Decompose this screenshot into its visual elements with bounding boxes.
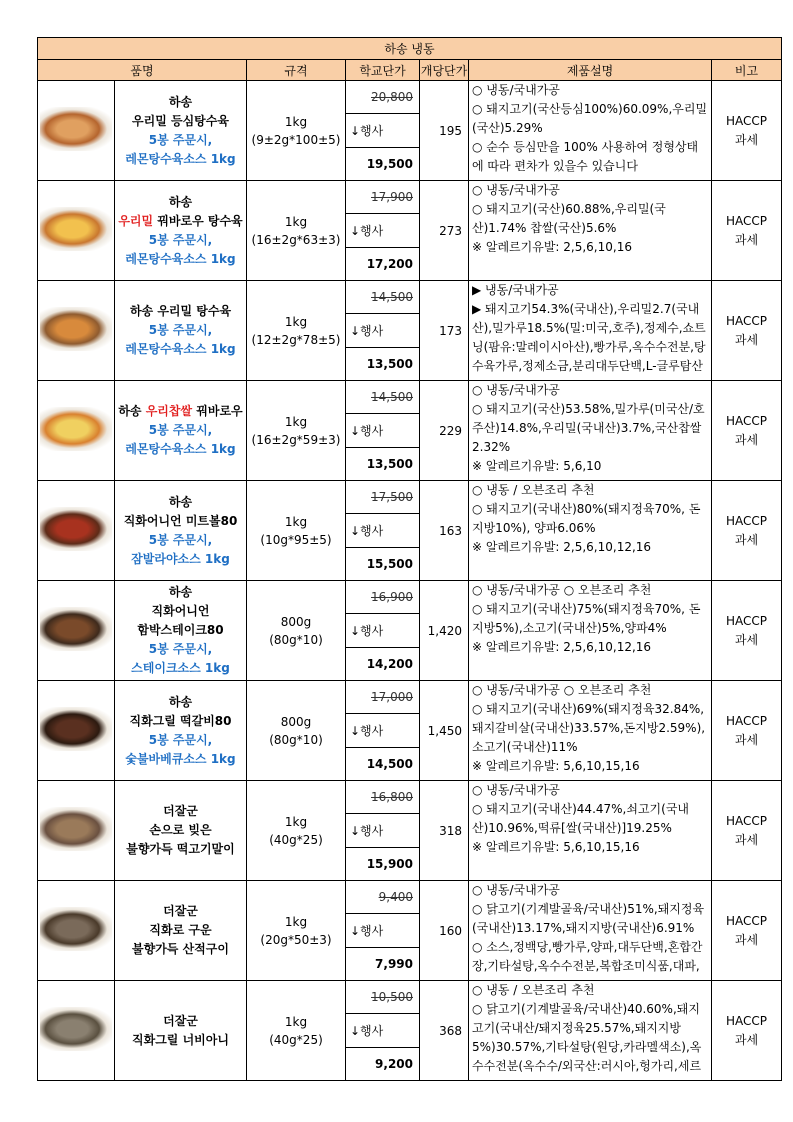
sale-price: 15,500 <box>366 556 413 571</box>
note-line: HACCP <box>725 813 767 828</box>
product-name-cell <box>115 381 247 481</box>
spec-line: (10g*95±5) <box>260 532 332 547</box>
description-line: ○ 냉동/국내가공 ○ 오븐조리 추천 <box>472 583 652 597</box>
description-cell <box>469 481 712 581</box>
description-line: ○ 돼지고기(국내산)80%(돼지정육70%, 돈지방10%), 양파6.06% <box>472 502 701 535</box>
price-box <box>346 881 419 980</box>
price-box <box>346 381 419 480</box>
name-highlight: 우리찹쌀 <box>145 404 193 418</box>
unit-price: 163 <box>420 481 469 581</box>
spec-line: 800g <box>280 614 312 629</box>
product-name-cell <box>115 281 247 381</box>
product-name-line: 더잘군 <box>163 804 198 818</box>
product-rows <box>38 81 782 1081</box>
spec-line: (16±2g*59±3) <box>251 432 341 447</box>
event-label: ↓행사 <box>346 714 419 747</box>
unit-price: 273 <box>420 181 469 281</box>
description-line: ○ 소스,정백당,빵가루,양파,대두단백,혼합간장,기타설탕,옥수수전분,복합조미식품,대파, <box>472 940 703 973</box>
spec-cell <box>247 981 346 1081</box>
note-line: HACCP <box>725 613 767 628</box>
description-line: ○ 닭고기(기계발골육/국내산)40.60%,돼지고기(국내산/돼지정육25.57%,돼지지방5%)30.57%,기타설탕(원당,카라멜색소),옥수수전분(옥수수/외국산:러시아,헝가리,세르 <box>472 1002 702 1073</box>
note-line: 과세 <box>734 1032 759 1047</box>
description-line: ※ 알레르기유발: 5,6,10,15,16 <box>472 840 640 854</box>
original-price-value: 14,500 <box>371 290 413 305</box>
description-line: ▶ 냉동/국내가공 <box>472 283 559 297</box>
spec-cell <box>247 481 346 581</box>
event-label: ↓행사 <box>346 114 419 147</box>
product-name-line: 하송 <box>168 694 193 709</box>
product-image-cell <box>38 81 115 181</box>
price-box <box>346 681 419 780</box>
event-label: ↓행사 <box>346 814 419 847</box>
product-name-line: 불향가득 산적구이 <box>132 942 229 956</box>
event-label: ↓행사 <box>346 314 419 347</box>
event-label: ↓행사 <box>346 414 419 447</box>
event-label: ↓행사 <box>346 214 419 247</box>
spec-line: 1kg <box>284 114 308 129</box>
header-unit-price: 개당단가 <box>420 60 469 81</box>
note-line: 과세 <box>734 232 759 247</box>
header-note: 비고 <box>712 60 782 81</box>
spec-line: (20g*50±3) <box>260 932 332 947</box>
product-name-line: 더잘군 <box>163 1013 198 1028</box>
note-cell <box>712 81 782 181</box>
description-line: ○ 냉동/국내가공 ○ 오븐조리 추천 <box>472 683 652 697</box>
table-row <box>38 681 782 781</box>
description-line: ○ 냉동/국내가공 <box>472 783 560 797</box>
product-name-line <box>115 402 246 421</box>
price-box <box>346 81 419 180</box>
product-image-cell <box>38 481 115 581</box>
description-line: ※ 알레르기유발: 5,6,10 <box>472 459 602 473</box>
table-row <box>38 981 782 1081</box>
description-line <box>472 176 708 178</box>
description-text <box>472 481 708 578</box>
product-name-line: 하송 <box>168 494 193 509</box>
description-cell <box>469 881 712 981</box>
product-name-cell <box>115 681 247 781</box>
note-line: 과세 <box>734 432 759 447</box>
description-line: ▶ 돼지고기54.3%(국내산),우리밀2.7(국내산),밀가루18.5%(밀:미국,호주),정제수,쇼트닝(팜유:말레이시아산),빵가루,옥수수전분,탕수육가루,정제소금,분리대두단백,L-글루탐산 <box>472 302 706 373</box>
description-line: ○ 닭고기(기계발골육/국내산)51%,돼지정육(국내산)13.17%,돼지지방(국내산)6.91% <box>472 902 705 935</box>
spec-line: (9±2g*100±5) <box>251 132 341 147</box>
spec-line: 800g <box>280 714 312 729</box>
glutinous-rice-pork-photo <box>40 407 112 451</box>
spec-cell <box>247 181 346 281</box>
tteokgalbi-photo <box>40 707 112 751</box>
original-price-value: 17,000 <box>371 690 413 705</box>
spec-line: 1kg <box>284 314 308 329</box>
spec-line: 1kg <box>284 814 308 829</box>
table-row <box>38 481 782 581</box>
unit-price: 1,420 <box>420 581 469 681</box>
unit-price: 173 <box>420 281 469 381</box>
spec-line: 1kg <box>284 514 308 529</box>
original-price <box>346 281 419 314</box>
school-price-cell <box>346 81 420 181</box>
name-rest: 꿔바로우 탕수육 <box>153 213 243 228</box>
note-cell <box>712 781 782 881</box>
description-text <box>472 681 708 778</box>
sweet-sour-pork-photo <box>40 107 112 151</box>
meatball-photo <box>40 507 112 551</box>
description-line: ○ 돼지고기(국산)53.58%,밀가루(미국산/호주산)14.8%,우리밀(국내산)3.7%,국산찹쌀2.32% <box>472 402 705 454</box>
event-label: ↓행사 <box>346 514 419 547</box>
description-text <box>472 781 708 878</box>
school-price-cell <box>346 981 420 1081</box>
product-name-line: 더잘군 <box>163 904 198 918</box>
sale-price: 17,200 <box>366 256 413 271</box>
sale-price: 15,900 <box>366 856 413 871</box>
note-line: 과세 <box>734 332 759 347</box>
description-line: ○ 돼지고기(국산등심100%)60.09%,우리밀(국산)5.29% <box>472 102 708 135</box>
note-cell <box>712 481 782 581</box>
spec-line: (16±2g*63±3) <box>251 232 341 247</box>
description-line: ○ 돼지고기(국내산)44.47%,쇠고기(국내산)10.96%,떡류[쌀(국내산)]19.25% <box>472 802 690 835</box>
original-price-value: 16,800 <box>371 790 413 805</box>
description-line: ○ 냉동/국내가공 <box>472 383 560 397</box>
promo-line: 5봉 주문시, <box>148 132 213 147</box>
school-price-cell <box>346 881 420 981</box>
note-line: HACCP <box>725 713 767 728</box>
original-price <box>346 81 419 114</box>
spec-line: (80g*10) <box>269 632 323 647</box>
note-cell <box>712 381 782 481</box>
product-name-cell <box>115 881 247 981</box>
product-name-cell <box>115 81 247 181</box>
product-image-cell <box>38 381 115 481</box>
description-text <box>472 881 708 978</box>
unit-price: 195 <box>420 81 469 181</box>
table-row <box>38 881 782 981</box>
product-name-line: 함박스테이크80 <box>137 623 224 637</box>
original-price-value: 17,900 <box>371 190 413 205</box>
promo-line: 잠발라야소스 1kg <box>131 551 230 566</box>
original-price-value: 16,900 <box>371 590 413 605</box>
description-line: ※ 알레르기유발: 2,5,6,10,16 <box>472 240 632 254</box>
description-text <box>472 281 708 378</box>
product-image-cell <box>38 181 115 281</box>
school-price-cell <box>346 481 420 581</box>
product-image-cell <box>38 981 115 1081</box>
price-box <box>346 181 419 280</box>
product-name-line <box>115 212 246 231</box>
product-image-cell <box>38 781 115 881</box>
spec-line: 1kg <box>284 214 308 229</box>
original-price <box>346 981 419 1014</box>
description-cell <box>469 381 712 481</box>
original-price-value: 14,500 <box>371 390 413 405</box>
spec-line: (40g*25) <box>269 832 323 847</box>
spec-line: (80g*10) <box>269 732 323 747</box>
table-row <box>38 181 782 281</box>
product-name-line: 직화어니언 미트볼80 <box>123 513 238 528</box>
description-line: ○ 냉동/국내가공 <box>472 83 560 97</box>
note-line: 과세 <box>734 532 759 547</box>
promo-line: 레몬탕수육소스 1kg <box>125 251 236 266</box>
promo-line: 5봉 주문시, <box>148 642 213 656</box>
product-name-line: 직화로 구운 <box>149 923 212 937</box>
name-prefix: 하송 <box>118 404 146 418</box>
product-image-cell <box>38 281 115 381</box>
school-price-cell <box>346 681 420 781</box>
promo-line: 숯불바베큐소스 1kg <box>125 751 236 766</box>
note-cell <box>712 281 782 381</box>
sale-price: 13,500 <box>366 456 413 471</box>
description-line: ※ 알레르기유발: 2,5,6,10,12,16 <box>472 540 652 554</box>
original-price <box>346 781 419 814</box>
note-line: HACCP <box>725 413 767 428</box>
note-cell <box>712 681 782 781</box>
note-cell <box>712 881 782 981</box>
product-name-cell <box>115 481 247 581</box>
table-row <box>38 281 782 381</box>
spec-line: 1kg <box>284 414 308 429</box>
spec-cell <box>247 881 346 981</box>
table-title: 하송 냉동 <box>38 38 782 60</box>
sale-price: 13,500 <box>366 356 413 371</box>
school-price-cell <box>346 581 420 681</box>
promo-line: 5봉 주문시, <box>148 732 213 747</box>
unit-price: 160 <box>420 881 469 981</box>
description-cell <box>469 681 712 781</box>
product-image-cell <box>38 681 115 781</box>
product-name-cell <box>115 781 247 881</box>
note-line: HACCP <box>725 313 767 328</box>
note-cell <box>712 981 782 1081</box>
description-line: ○ 냉동/국내가공 <box>472 883 560 897</box>
original-price-value: 20,800 <box>371 90 413 105</box>
description-line: ○ 냉동 / 오븐조리 추천 <box>472 983 595 997</box>
description-text <box>472 181 708 278</box>
product-name-line: 하송 우리밀 탕수육 <box>129 304 232 318</box>
event-label: ↓행사 <box>346 1014 419 1047</box>
sale-price: 19,500 <box>366 156 413 171</box>
unit-price: 1,450 <box>420 681 469 781</box>
note-line: HACCP <box>725 513 767 528</box>
spec-line: 1kg <box>284 1014 308 1029</box>
description-line: ※ 알레르기유발: 5,6,10,15,16 <box>472 759 640 773</box>
event-label: ↓행사 <box>346 914 419 947</box>
sale-price: 14,500 <box>366 756 413 771</box>
spec-cell <box>247 781 346 881</box>
note-line: HACCP <box>725 1013 767 1028</box>
neobiani-photo <box>40 1007 112 1051</box>
product-image-cell <box>38 881 115 981</box>
original-price <box>346 581 419 614</box>
price-box <box>346 481 419 580</box>
product-image-cell <box>38 581 115 681</box>
table-row <box>38 781 782 881</box>
school-price-cell <box>346 181 420 281</box>
unit-price: 318 <box>420 781 469 881</box>
promo-line: 레몬탕수육소스 1kg <box>125 151 236 166</box>
header-school-price: 학교단가 <box>346 60 420 81</box>
promo-line: 레몬탕수육소스 1kg <box>125 342 236 356</box>
product-name-line: 손으로 빚은 <box>149 823 212 837</box>
product-name-cell <box>115 981 247 1081</box>
note-line: 과세 <box>734 732 759 747</box>
spec-line: 1kg <box>284 914 308 929</box>
promo-line: 스테이크소스 1kg <box>131 661 230 675</box>
description-line: ○ 돼지고기(국산)60.88%,우리밀(국산)1.74% 찹쌀(국산)5.6% <box>472 202 666 235</box>
description-cell <box>469 81 712 181</box>
spec-cell <box>247 281 346 381</box>
wheat-sweet-sour-pork-photo <box>40 307 112 351</box>
product-name-line: 우리밀 등심탕수육 <box>132 113 229 128</box>
sale-price: 7,990 <box>375 956 413 971</box>
promo-line: 레몬탕수육소스 1kg <box>125 442 236 456</box>
spec-cell <box>247 81 346 181</box>
note-line: 과세 <box>734 132 759 147</box>
table-row <box>38 81 782 181</box>
sale-price: 14,200 <box>366 656 413 671</box>
note-cell <box>712 581 782 681</box>
description-cell <box>469 981 712 1081</box>
product-name-line: 하송 <box>168 194 193 209</box>
original-price <box>346 381 419 414</box>
sweet-sour-pork-plate-photo <box>40 207 112 251</box>
description-line: ○ 돼지고기(국내산)75%(돼지정육70%, 돈지방5%),소고기(국내산)5%,양파4% <box>472 602 701 635</box>
school-price-cell <box>346 781 420 881</box>
spec-cell <box>247 381 346 481</box>
note-line: HACCP <box>725 913 767 928</box>
original-price-value: 10,500 <box>371 990 413 1005</box>
spec-cell <box>247 681 346 781</box>
original-price-value: 17,500 <box>371 490 413 505</box>
sale-price: 9,200 <box>375 1056 413 1071</box>
price-box <box>346 281 419 380</box>
price-table <box>37 37 782 1081</box>
description-line: ○ 냉동 / 오븐조리 추천 <box>472 483 595 497</box>
table-row <box>38 381 782 481</box>
product-name-line: 직화어니언 <box>151 604 210 618</box>
event-label: ↓행사 <box>346 614 419 647</box>
school-price-cell <box>346 381 420 481</box>
original-price <box>346 681 419 714</box>
price-box <box>346 581 419 680</box>
spec-cell <box>247 581 346 681</box>
promo-line: 5봉 주문시, <box>148 532 213 547</box>
spec-line: (12±2g*78±5) <box>251 332 341 347</box>
product-name-line: 하송 <box>168 94 193 109</box>
header-name: 품명 <box>38 60 247 81</box>
original-price-value: 9,400 <box>378 890 413 905</box>
promo-line: 5봉 주문시, <box>148 232 213 247</box>
description-line: ○ 순수 등심만을 100% 사용하여 정형상태에 따라 편차가 있을수 있습니다 <box>472 140 699 173</box>
promo-line: 5봉 주문시, <box>148 323 213 337</box>
description-cell <box>469 781 712 881</box>
rice-cake-patty-photo <box>40 807 112 851</box>
description-cell <box>469 281 712 381</box>
table-row <box>38 581 782 681</box>
header-spec: 규격 <box>247 60 346 81</box>
price-box <box>346 781 419 880</box>
name-highlight: 우리밀 <box>118 213 154 228</box>
promo-line: 5봉 주문시, <box>148 423 213 437</box>
header-description: 제품설명 <box>469 60 712 81</box>
description-line: ○ 냉동/국내가공 <box>472 183 560 197</box>
note-line: HACCP <box>725 213 767 228</box>
description-cell <box>469 181 712 281</box>
note-cell <box>712 181 782 281</box>
description-text <box>472 581 708 678</box>
unit-price: 229 <box>420 381 469 481</box>
product-name-line: 불향가득 떡고기말이 <box>126 842 235 856</box>
description-text <box>472 981 708 1078</box>
description-line: ※ 알레르기유발: 2,5,6,10,12,16 <box>472 640 652 654</box>
description-text <box>472 381 708 478</box>
note-line: HACCP <box>725 113 767 128</box>
name-rest: 꿔바로우 <box>192 404 243 418</box>
price-box <box>346 981 419 1080</box>
original-price <box>346 181 419 214</box>
product-name-cell <box>115 181 247 281</box>
hamburg-steak-photo <box>40 607 112 651</box>
skewer-photo <box>40 907 112 951</box>
note-line: 과세 <box>734 632 759 647</box>
product-name-line: 직화그릴 너비아니 <box>132 1032 229 1047</box>
original-price <box>346 881 419 914</box>
spec-line: (40g*25) <box>269 1032 323 1047</box>
product-name-line: 하송 <box>168 585 193 599</box>
original-price <box>346 481 419 514</box>
product-name-cell <box>115 581 247 681</box>
product-name-line: 직화그릴 떡갈비80 <box>129 713 232 728</box>
description-line: ○ 돼지고기(국내산)69%(돼지정육32.84%,돼지갈비살(국내산)33.57%,돈지방2.59%),소고기(국내산)11% <box>472 702 706 754</box>
note-line: 과세 <box>734 932 759 947</box>
note-line: 과세 <box>734 832 759 847</box>
school-price-cell <box>346 281 420 381</box>
description-text <box>472 81 708 178</box>
unit-price: 368 <box>420 981 469 1081</box>
description-cell <box>469 581 712 681</box>
